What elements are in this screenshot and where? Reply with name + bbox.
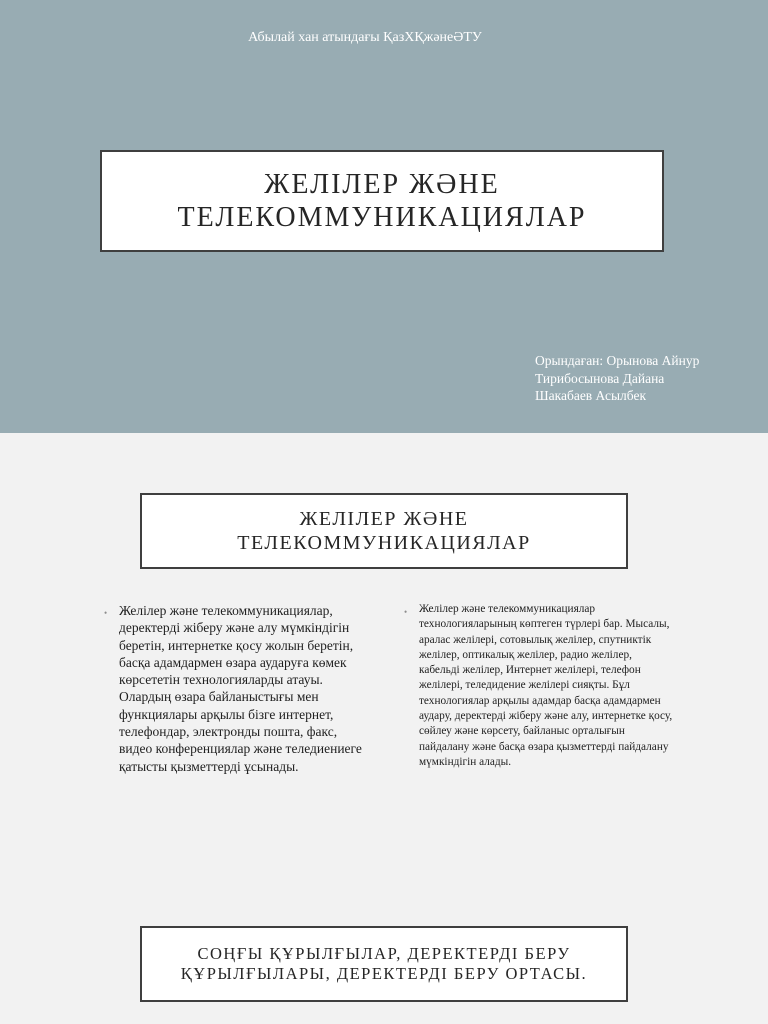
right-paragraph: Желілер және телекоммуникациялар технологияларының көптеген түрлері бар. Мысалы, аралас желілері, сотовылық желілер, спутниктік желілер, оптикалық желілер, радио желілер, кабельді желілер, Интернет желілері, телефон желілері, теледидение желілері сияқты. Бұл технологиялар арқылы адамдар басқа адамдармен аудару, деректерді жіберу және алу, интернетке қосу, сөйлеу және көрсету, байланыс орталығын пайдалану және басқа өзара қызметтерді пайдалану мүмкіндігін алады. — [419, 603, 673, 768]
authors-block — [535, 352, 699, 405]
bullet-icon: • — [404, 607, 408, 617]
next-section-title-box — [140, 926, 628, 1002]
section-title-box — [140, 493, 628, 569]
title-line-2: ТЕЛЕКОММУНИКАЦИЯЛАР — [177, 202, 587, 233]
left-column — [104, 602, 366, 775]
author-line: Шакабаев Асылбек — [535, 388, 647, 403]
title-slide — [0, 0, 768, 433]
section-title-line-2: ТЕЛЕКОММУНИКАЦИЯЛАР — [237, 532, 531, 554]
title-box — [100, 150, 664, 252]
section-title-line-1: ЖЕЛІЛЕР ЖӘНЕ — [299, 508, 469, 530]
university-name: Абылай хан атындағы ҚазХҚжәнеӘТУ — [248, 30, 482, 45]
author-line: Орындаған: Орынова Айнур — [535, 353, 700, 368]
bullet-icon: • — [104, 608, 108, 618]
author-line: Тирибосынова Дайана — [535, 370, 665, 386]
right-column — [404, 602, 674, 770]
next-title-line-1: СОҢҒЫ ҚҰРЫЛҒЫЛАР, ДЕРЕКТЕРДІ БЕРУ — [197, 944, 571, 963]
left-paragraph: Желілер және телекоммуникациялар, деректерді жіберу және алу мүмкіндігін беретін, интернетке қосу жолын беретін, басқа адамдармен өзара аударуға көмек көрсететін технологияларды атауы. Олардың өзара байланыстығы мен функциялары арқылы бізге интернет, телефондар, электронды пошта, факс, видео конференциялар және теледиениеге қатысты қызметтерді ұсынады. — [119, 603, 362, 774]
next-title-line-2: ҚҰРЫЛҒЫЛАРЫ, ДЕРЕКТЕРДІ БЕРУ ОРТАСЫ. — [180, 964, 588, 983]
title-line-1: ЖЕЛІЛЕР ЖӘНЕ — [264, 169, 500, 200]
